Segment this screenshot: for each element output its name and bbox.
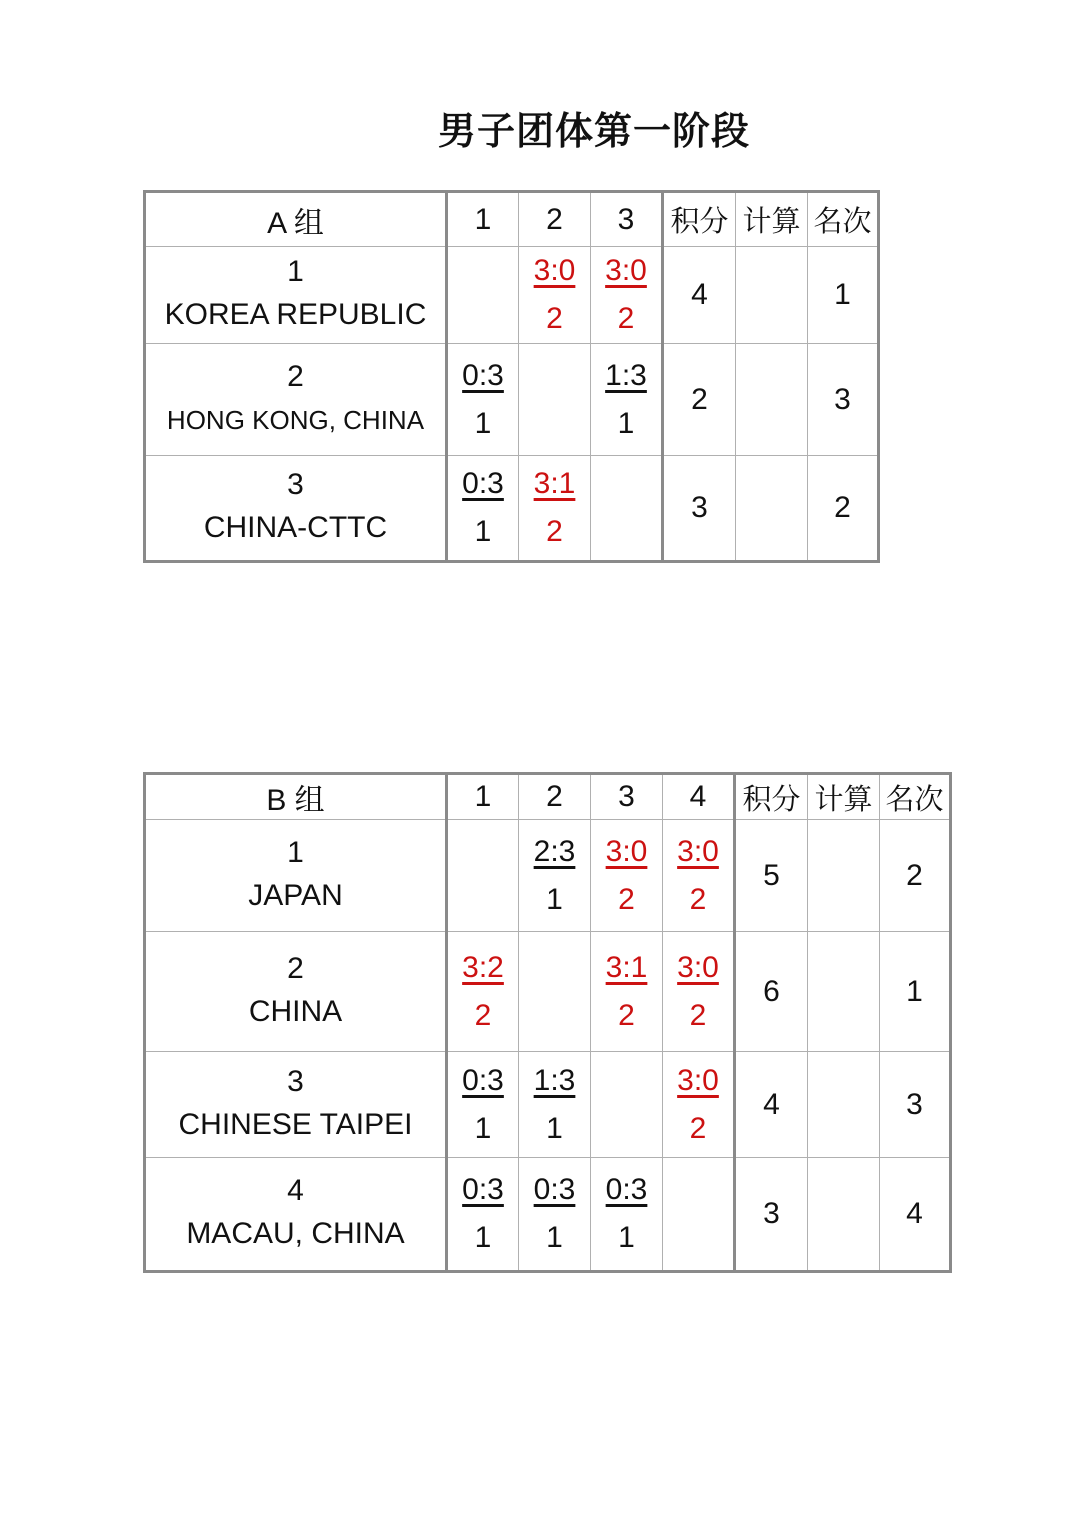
match-score: 3:0 — [533, 254, 576, 287]
team-name: KOREA REPUBLIC — [164, 298, 427, 331]
match-score: 0:3 — [462, 358, 504, 392]
match-points: 2 — [546, 515, 563, 548]
self-match-cell — [591, 456, 663, 562]
match-points: 1 — [474, 515, 492, 548]
calculation — [736, 344, 808, 456]
match-points: 2 — [689, 882, 707, 916]
match-score: 1:3 — [605, 358, 647, 392]
team-row — [145, 456, 879, 562]
group-label-text: A 组 — [267, 206, 324, 240]
group-label — [145, 192, 447, 247]
team-number: 3 — [287, 468, 304, 501]
match-result-cell — [591, 344, 663, 456]
team-cell — [145, 456, 447, 562]
match-result-cell — [519, 820, 591, 932]
total-points: 6 — [735, 932, 808, 1052]
page-title: 男子团体第一阶段 — [437, 109, 750, 153]
match-result-cell — [447, 1052, 519, 1158]
self-match-cell — [519, 932, 591, 1052]
total-points: 3 — [735, 1158, 808, 1272]
match-result-cell — [663, 820, 735, 932]
calculation — [736, 456, 808, 562]
match-score: 3:1 — [533, 467, 576, 500]
match-result-cell — [447, 932, 519, 1052]
rank: 3 — [808, 344, 879, 456]
match-score: 0:3 — [533, 1173, 576, 1206]
match-points: 1 — [474, 1111, 492, 1145]
stat-column-header: 积分 — [663, 192, 736, 247]
team-cell — [145, 932, 447, 1052]
match-result-cell — [447, 1158, 519, 1272]
header-row — [145, 774, 951, 820]
match-score: 0:3 — [462, 1063, 504, 1097]
total-points: 4 — [735, 1052, 808, 1158]
match-points: 2 — [618, 882, 635, 916]
match-points: 1 — [546, 1221, 563, 1254]
rank: 2 — [808, 456, 879, 562]
stat-column-header: 计算 — [736, 192, 808, 247]
match-points: 1 — [618, 1221, 635, 1254]
match-points: 2 — [546, 302, 563, 335]
match-result-cell — [663, 932, 735, 1052]
calculation — [808, 1052, 880, 1158]
calculation — [808, 1158, 880, 1272]
team-name: MACAU, CHINA — [186, 1217, 405, 1250]
rank: 3 — [880, 1052, 951, 1158]
team-name: CHINESE TAIPEI — [178, 1107, 413, 1141]
team-cell — [145, 820, 447, 932]
match-score: 3:1 — [605, 950, 648, 984]
team-number: 2 — [287, 951, 304, 985]
match-score: 2:3 — [533, 834, 576, 868]
opponent-column-header: 1 — [447, 774, 519, 820]
match-points: 2 — [617, 302, 635, 335]
calculation — [736, 247, 808, 344]
match-points: 2 — [618, 998, 635, 1032]
team-cell — [145, 1052, 447, 1158]
team-row — [145, 932, 951, 1052]
opponent-column-header: 3 — [591, 192, 663, 247]
match-score: 0:3 — [462, 467, 504, 500]
group-b-table — [143, 772, 952, 1273]
match-points: 2 — [474, 998, 492, 1032]
match-points: 2 — [689, 998, 707, 1032]
team-row — [145, 820, 951, 932]
match-score: 3:0 — [605, 834, 648, 868]
opponent-column-header: 1 — [447, 192, 519, 247]
opponent-column-header: 2 — [519, 774, 591, 820]
match-points: 1 — [546, 1111, 563, 1145]
opponent-column-header: 4 — [663, 774, 735, 820]
match-result-cell — [663, 1052, 735, 1158]
match-points: 2 — [689, 1111, 707, 1145]
calculation — [808, 932, 880, 1052]
match-score: 0:3 — [462, 1173, 504, 1206]
team-number: 3 — [287, 1064, 304, 1098]
team-number: 4 — [287, 1174, 304, 1207]
total-points: 2 — [663, 344, 736, 456]
match-points: 1 — [617, 406, 635, 440]
group-label-text: B 组 — [266, 784, 325, 817]
header-row — [145, 192, 879, 247]
rank: 1 — [808, 247, 879, 344]
match-score: 1:3 — [533, 1063, 576, 1097]
team-number: 2 — [287, 359, 304, 393]
team-name: CHINA-CTTC — [203, 511, 388, 544]
total-points: 5 — [735, 820, 808, 932]
match-result-cell — [591, 247, 663, 344]
match-result-cell — [519, 247, 591, 344]
total-points: 4 — [663, 247, 736, 344]
match-score: 3:0 — [677, 950, 719, 984]
self-match-cell — [447, 247, 519, 344]
match-result-cell — [519, 1052, 591, 1158]
match-score: 3:0 — [605, 254, 647, 287]
match-result-cell — [591, 932, 663, 1052]
team-row — [145, 344, 879, 456]
match-points: 1 — [474, 406, 492, 440]
stat-column-header: 名次 — [880, 774, 951, 820]
team-cell — [145, 247, 447, 344]
match-result-cell — [447, 456, 519, 562]
match-score: 0:3 — [605, 1173, 648, 1206]
team-row — [145, 247, 879, 344]
team-number: 1 — [287, 255, 304, 288]
match-score: 3:0 — [677, 1063, 719, 1097]
team-name: HONG KONG, CHINA — [166, 404, 425, 435]
team-name: CHINA — [248, 994, 343, 1028]
group-a-table — [143, 190, 880, 563]
rank: 1 — [880, 932, 951, 1052]
team-row — [145, 1158, 951, 1272]
total-points: 3 — [663, 456, 736, 562]
stat-column-header: 计算 — [808, 774, 880, 820]
self-match-cell — [447, 820, 519, 932]
self-match-cell — [519, 344, 591, 456]
team-cell — [145, 344, 447, 456]
calculation — [808, 820, 880, 932]
opponent-column-header: 2 — [519, 192, 591, 247]
opponent-column-header: 3 — [591, 774, 663, 820]
match-result-cell — [591, 820, 663, 932]
self-match-cell — [591, 1052, 663, 1158]
match-result-cell — [591, 1158, 663, 1272]
group-label — [145, 774, 447, 820]
team-number: 1 — [287, 835, 304, 869]
match-score: 3:2 — [462, 950, 504, 984]
stat-column-header: 积分 — [735, 774, 808, 820]
match-score: 3:0 — [677, 834, 719, 868]
team-row — [145, 1052, 951, 1158]
team-cell — [145, 1158, 447, 1272]
rank: 4 — [880, 1158, 951, 1272]
match-result-cell — [447, 344, 519, 456]
match-points: 1 — [474, 1221, 492, 1254]
self-match-cell — [663, 1158, 735, 1272]
stat-column-header: 名次 — [808, 192, 879, 247]
match-result-cell — [519, 1158, 591, 1272]
rank: 2 — [880, 820, 951, 932]
team-name: JAPAN — [248, 878, 343, 912]
match-points: 1 — [546, 882, 563, 916]
match-result-cell — [519, 456, 591, 562]
